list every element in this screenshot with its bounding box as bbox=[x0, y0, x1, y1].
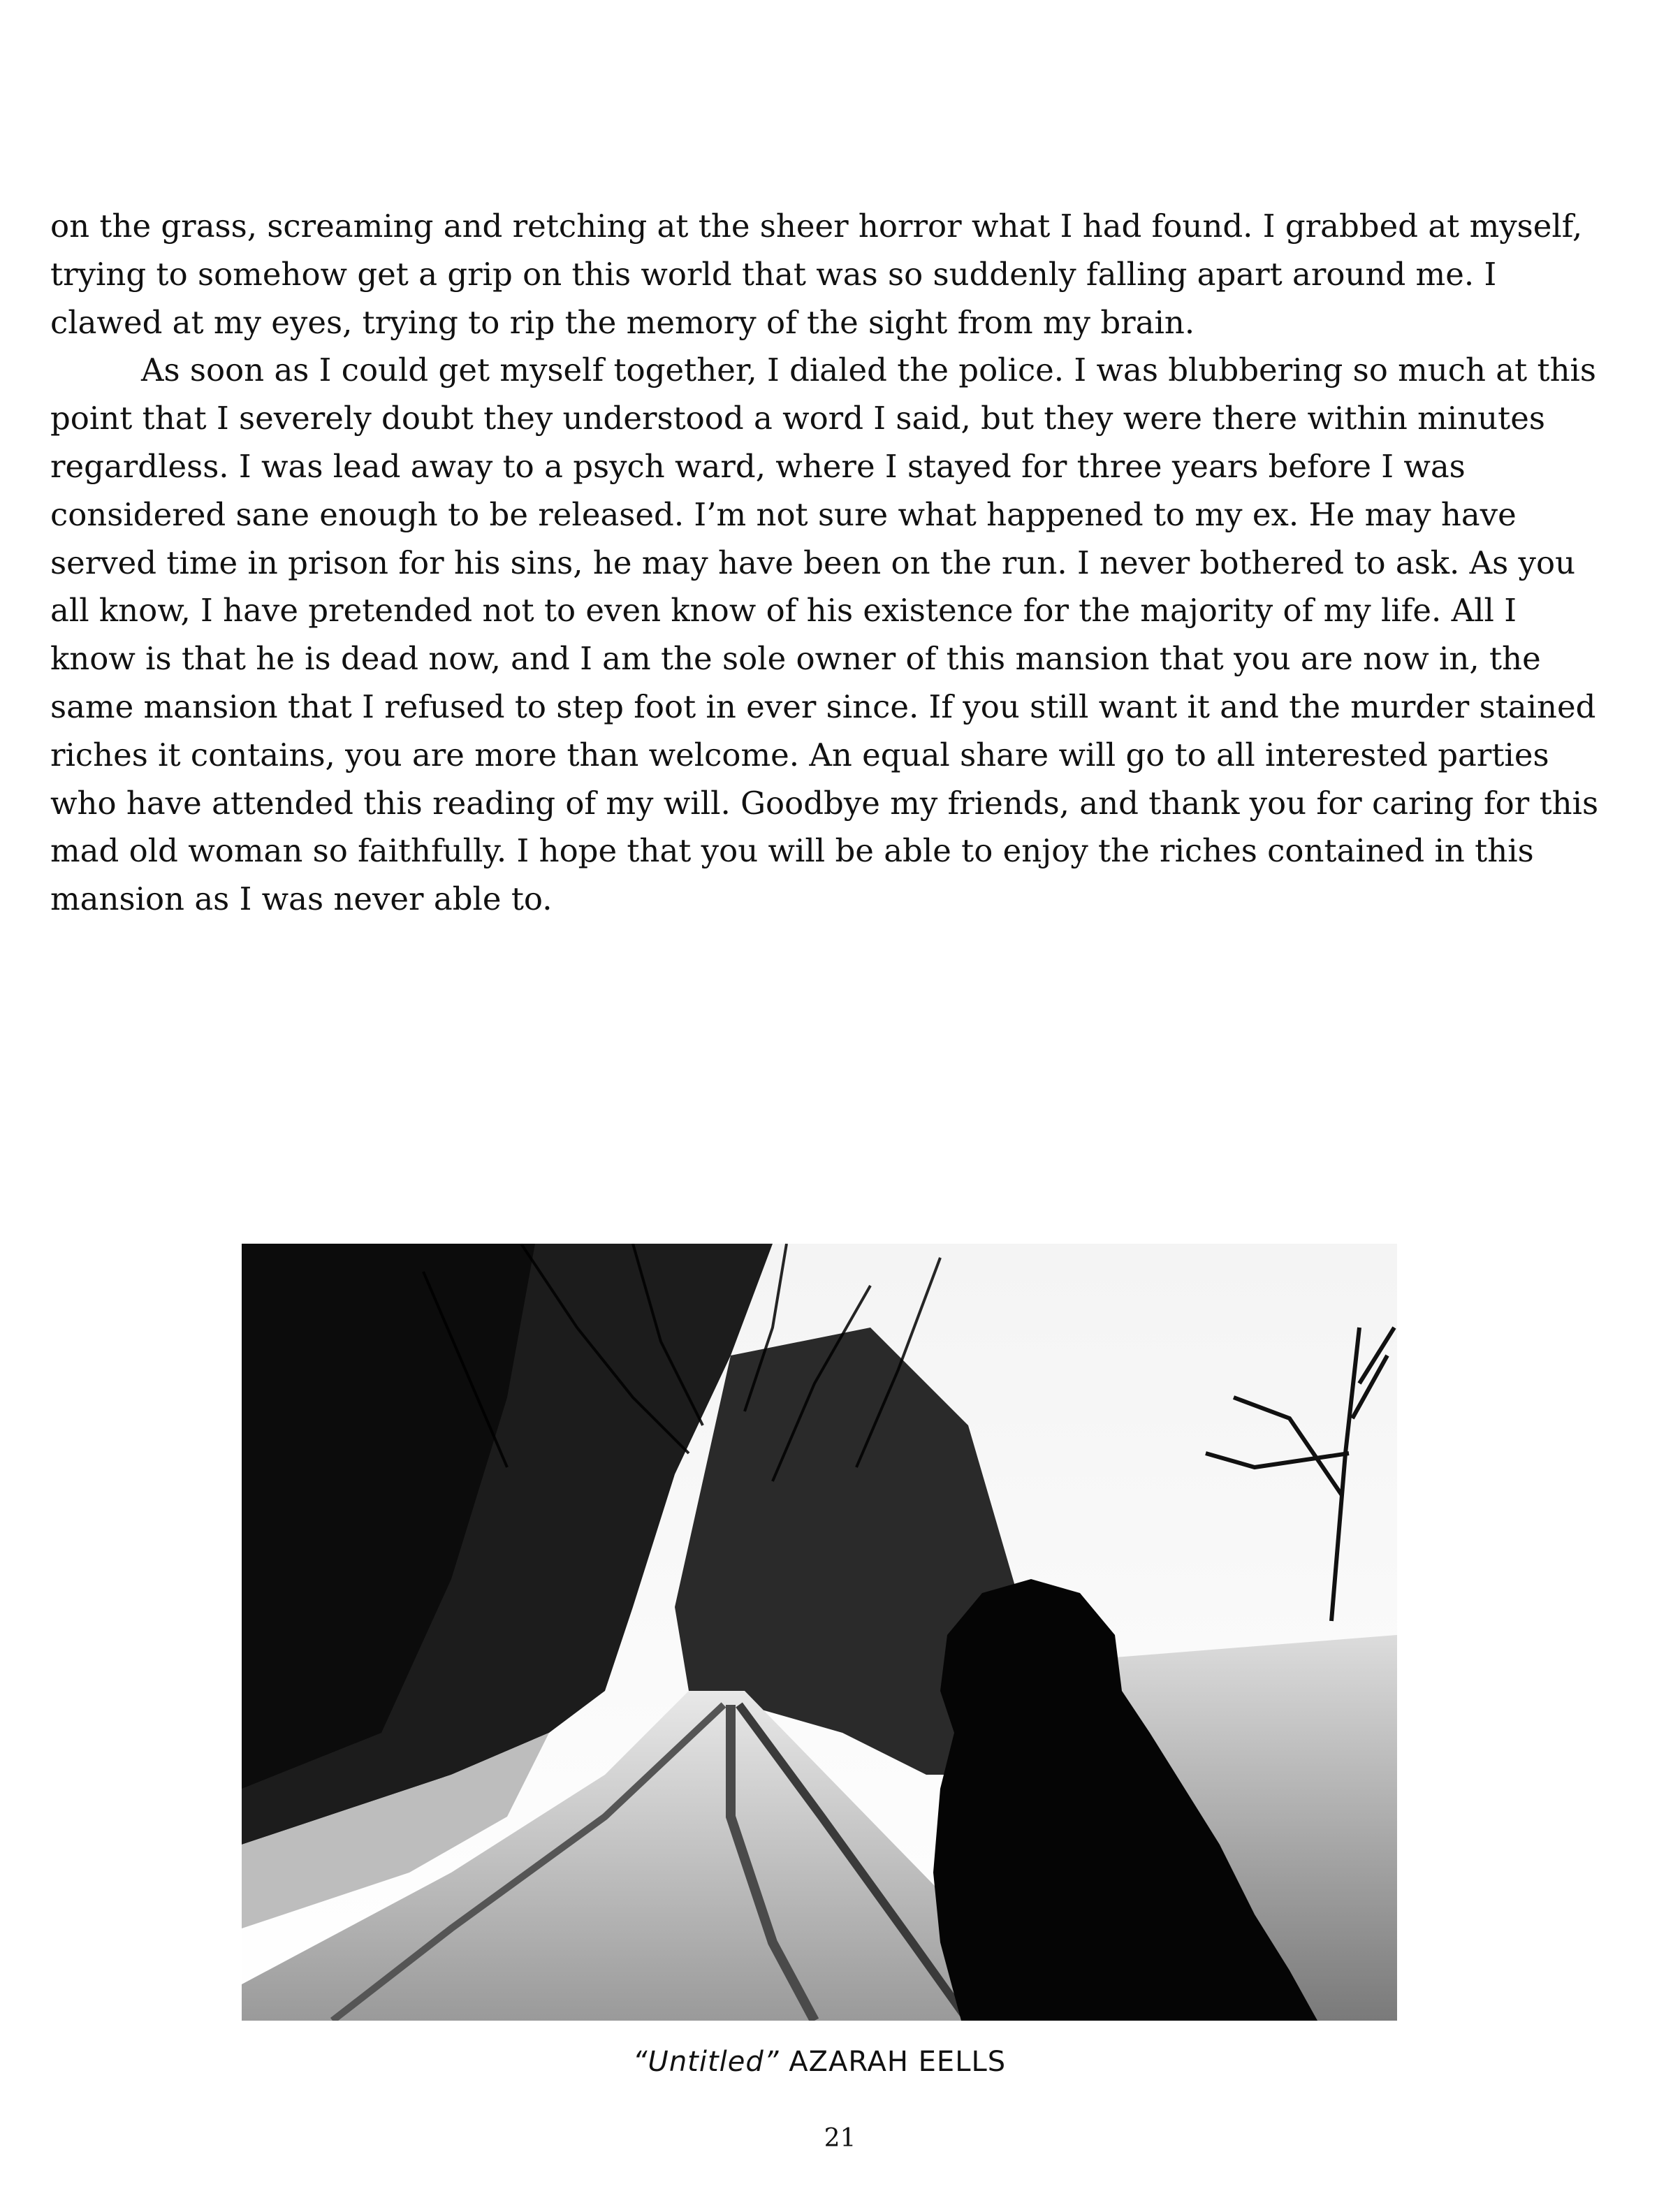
story-paragraph-2: As soon as I could get myself together, I dialed the police. I was blubbering so much at this point that I severely doubt they understood a word I said, but they were there within minutes regardless. I was lead away to a psych ward, where I stayed for three years before I was considered sane enough to be released. I’m not sure what happened to my ex. He may have served time in prison for his sins, he may have been on the run. I never bothered to ask. As you all know, I have pretended not to even know of his existence for the majority of my life. All I know is that he is dead now, and I am the sole owner of this mansion that you are now in, the same mansion that I refused to step foot in ever since. If you still want it and the murder stained riches it contains, you are more than welcome. An equal share will go to all interested parties who have attended this reading of my will. Goodbye my friends, and thank you for caring for this mad old woman so faithfully. I hope that you will be able to enjoy the riches contained in this mansion as I was never able to. bbox=[50, 351, 1599, 918]
story-paragraph-1: on the grass, screaming and retching at the sheer horror what I had found. I grabbed at myself, trying to somehow get a grip on this world that was so suddenly falling apart around me. I clawed at my eyes, trying to rip the memory of the sight from my brain. bbox=[50, 208, 1583, 341]
artwork-photo bbox=[242, 1244, 1397, 2021]
page-number: 21 bbox=[824, 2124, 856, 2153]
story-text bbox=[50, 203, 1602, 924]
artwork-title: “Untitled” bbox=[632, 2046, 780, 2078]
artwork-caption bbox=[242, 2046, 1397, 2078]
artwork-artist: AZARAH EELLS bbox=[789, 2046, 1007, 2078]
